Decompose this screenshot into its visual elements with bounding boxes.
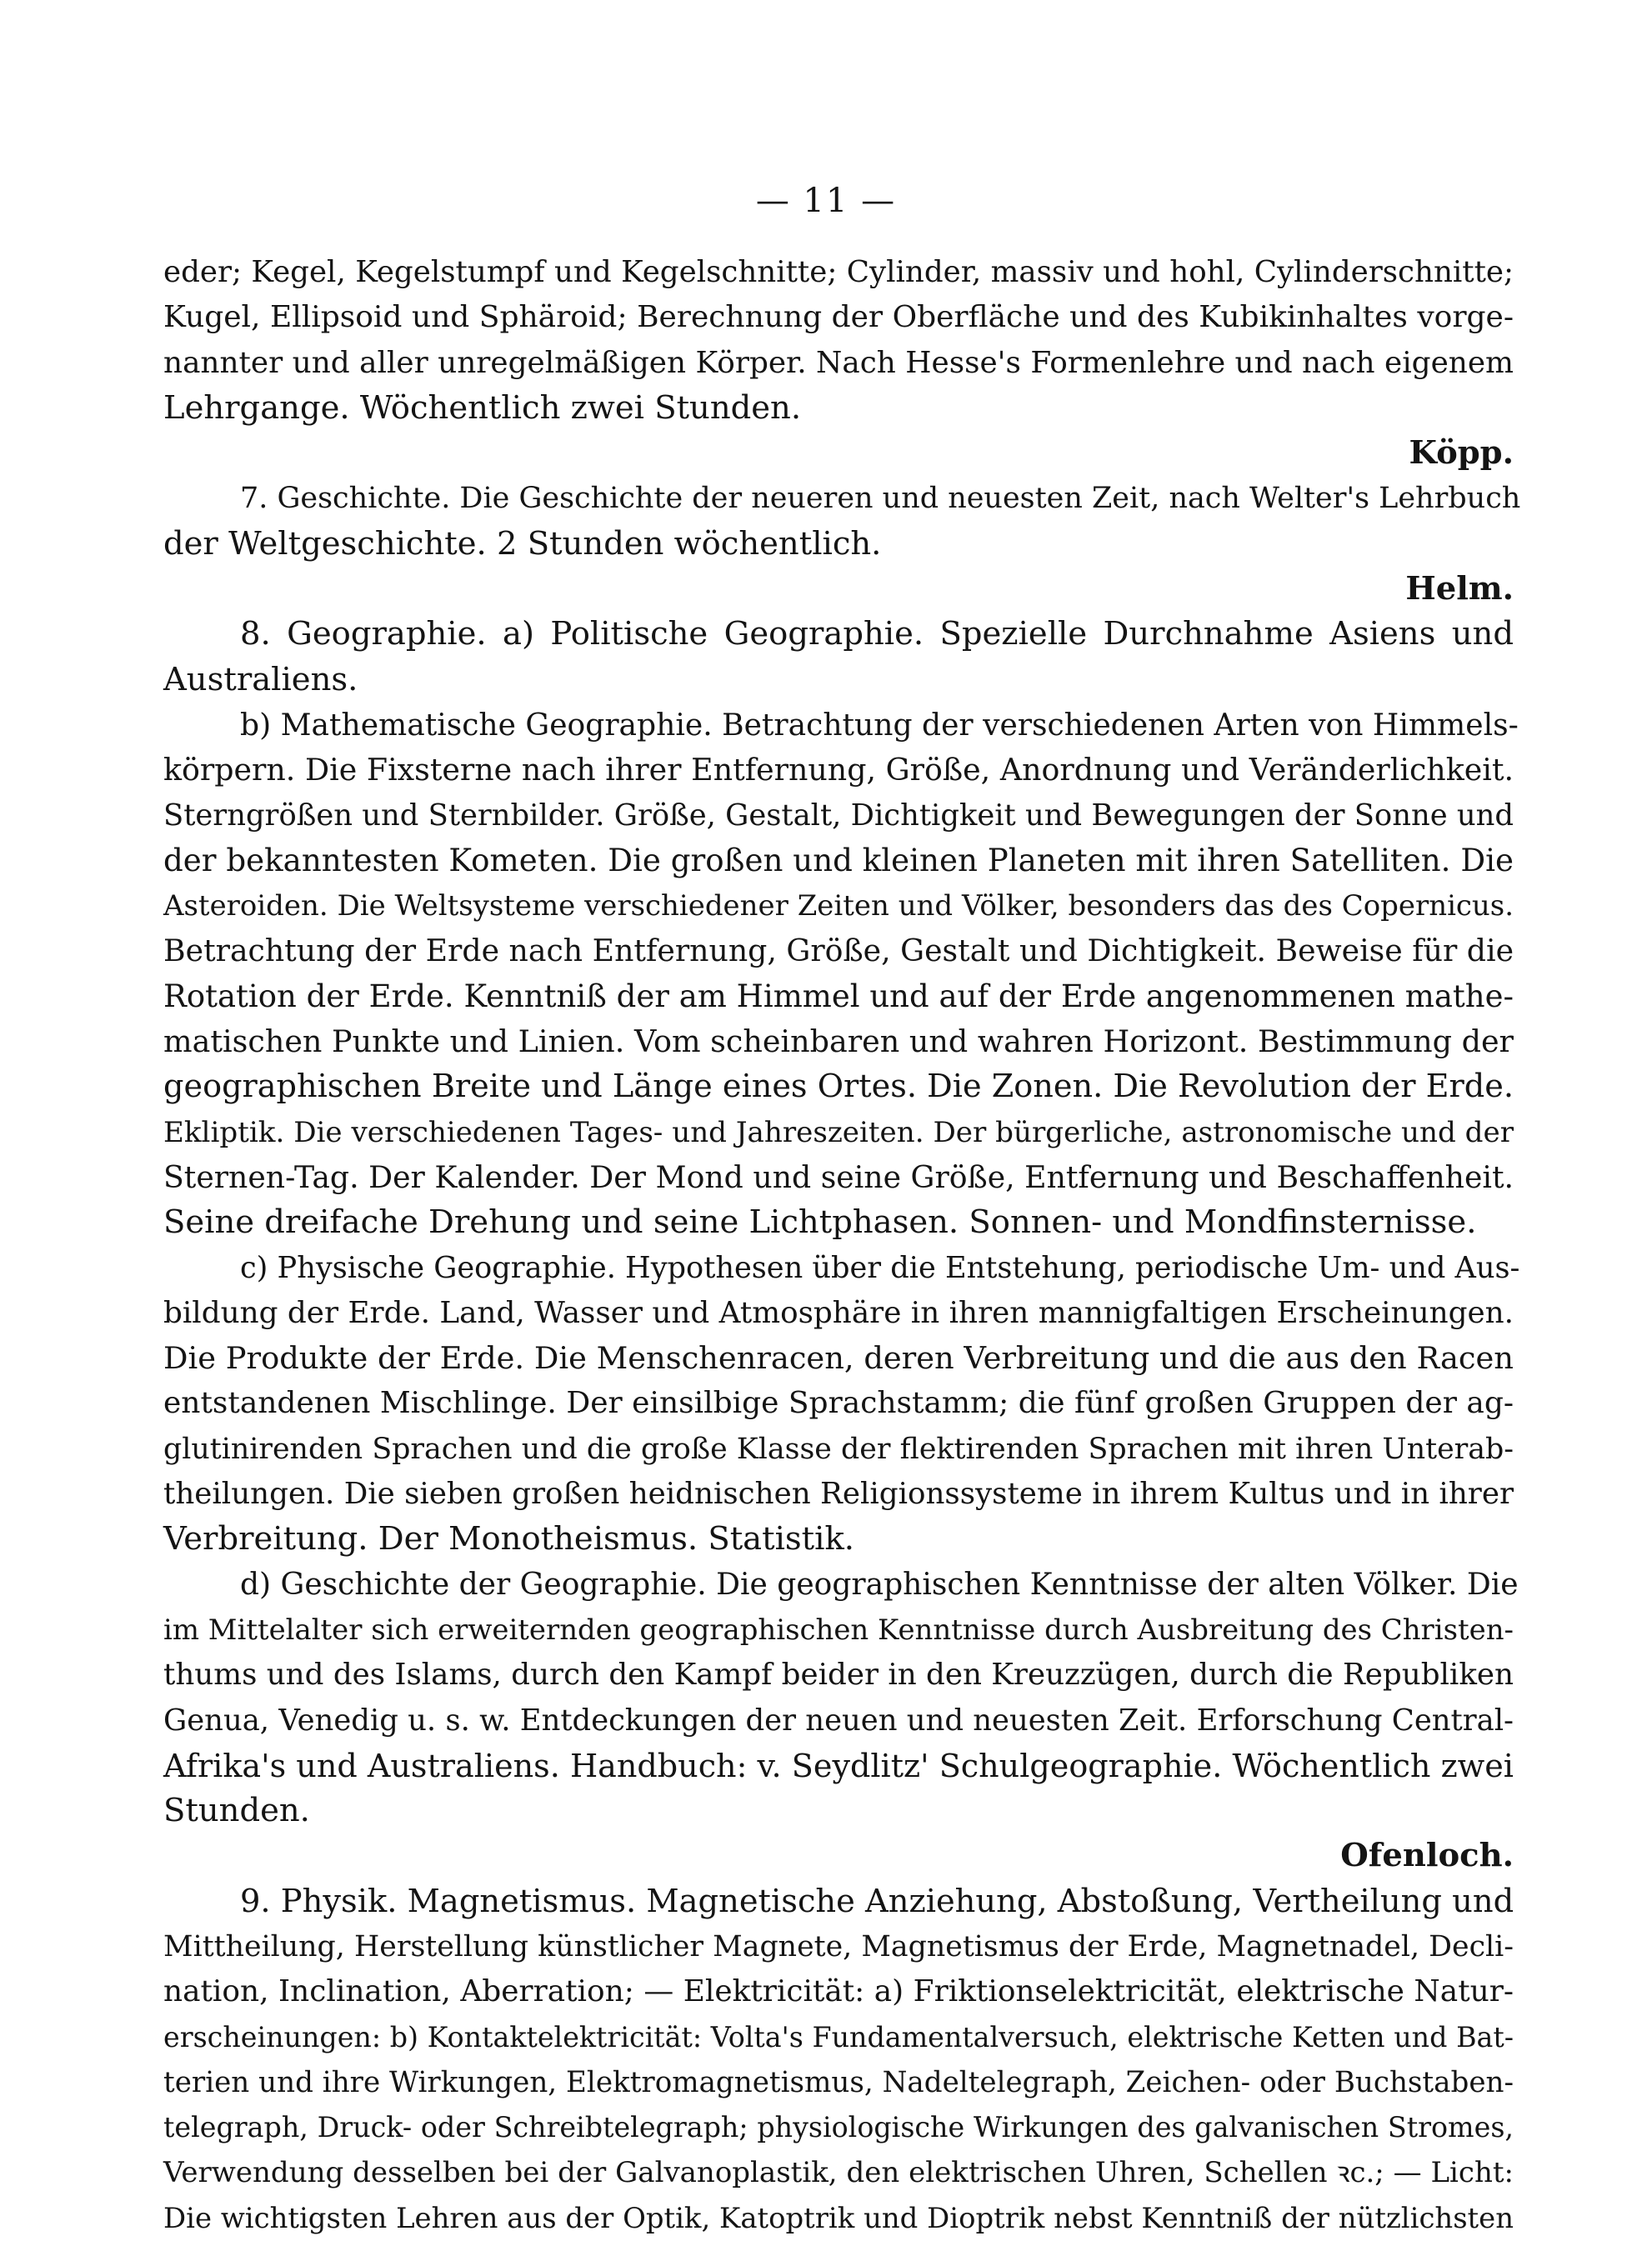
text-line: der bekanntesten Kometen. Die großen und kleinen Planeten mit ihren Satelliten. Die: [163, 842, 1514, 878]
section-heading-line: 8. Geographie. a) Politische Geographie. Spezielle Durchnahme Asiens und: [240, 615, 1514, 653]
text-line: Australiens.: [163, 660, 358, 698]
text-line: nannter und aller unregelmäßigen Körper. Nach Hesse's Formenlehre und nach eigenem: [163, 345, 1514, 380]
text-line: Ekliptik. Die verschiedenen Tages- und Jahreszeiten. Der bürgerliche, astronomische und der: [163, 1115, 1514, 1149]
text-line: thums und des Islams, durch den Kampf beider in den Kreuzzügen, durch die Republiken: [163, 1658, 1514, 1693]
section-heading-line: 7. Geschichte. Die Geschichte der neueren und neuesten Zeit, nach Welter's Lehrbuch: [240, 482, 1521, 516]
text-line: matischen Punkte und Linien. Vom scheinbaren und wahren Horizont. Bestimmung der: [163, 1023, 1514, 1060]
text-line: Die wichtigsten Lehren aus der Optik, Katoptrik und Dioptrik nebst Kenntniß der nützlichsten: [163, 2201, 1514, 2234]
text-line: körpern. Die Fixsterne nach ihrer Entfernung, Größe, Anordnung und Veränderlichkeit.: [163, 752, 1514, 788]
text-line: Betrachtung der Erde nach Entfernung, Größe, Gestalt und Dichtigkeit. Beweise für die: [163, 933, 1514, 969]
text-line: Verbreitung. Der Monotheismus. Statistik.: [163, 1520, 855, 1558]
text-line: bildung der Erde. Land, Wasser und Atmosphäre in ihren mannigfaltigen Erscheinungen.: [163, 1295, 1514, 1330]
text-line: theilungen. Die sieben großen heidnischen Religionssysteme in ihrem Kultus und in ihrer: [163, 1477, 1514, 1512]
text-line: Mittheilung, Herstellung künstlicher Magnete, Magnetismus der Erde, Magnetnadel, Decli-: [163, 1929, 1514, 1963]
teacher-signature: Helm.: [1405, 570, 1514, 608]
text-line: Afrika's und Australiens. Handbuch: v. Seydlitz' Schulgeographie. Wöchentlich zwei: [163, 1747, 1514, 1784]
text-line: Asteroiden. Die Weltsysteme verschiedener Zeiten und Völker, besonders das des Copernicus.: [163, 889, 1514, 923]
subsection-heading-line: b) Mathematische Geographie. Betrachtung der verschiedenen Arten von Himmels-: [240, 707, 1519, 743]
text-line: Genua, Venedig u. s. w. Entdeckungen der neuen und neuesten Zeit. Erforschung Central-: [163, 1703, 1514, 1738]
text-line: terien und ihre Wirkungen, Elektromagnetismus, Nadeltelegraph, Zeichen- oder Buchstaben-: [163, 2065, 1514, 2099]
text-line: eder; Kegel, Kegelstumpf und Kegelschnitte; Cylinder, massiv und hohl, Cylinderschnitte;: [163, 255, 1514, 289]
text-line: Verwendung desselben bei der Galvanoplastik, den elektrischen Uhren, Schellen ꝛc.; — Licht:: [163, 2156, 1514, 2190]
page-body: [163, 250, 1521, 2241]
text-line: im Mittelalter sich erweiternden geographischen Kenntnisse durch Ausbreitung des Christen-: [163, 1613, 1514, 1646]
subsection-heading-line: d) Geschichte der Geographie. Die geographischen Kenntnisse der alten Völker. Die: [240, 1567, 1519, 1602]
text-line: erscheinungen: b) Kontaktelektricität: Volta's Fundamentalversuch, elektrische Ketten und Bat-: [163, 2020, 1514, 2053]
text-line: Kugel, Ellipsoid und Sphäroid; Berechnung der Oberfläche und des Kubikinhaltes vorge-: [163, 300, 1514, 335]
text-line: Seine dreifache Drehung und seine Lichtphasen. Sonnen- und Mondfinsternisse.: [163, 1203, 1477, 1242]
text-line: Die Produkte der Erde. Die Menschenracen, deren Verbreitung und die aus den Racen: [163, 1340, 1514, 1377]
text-line: Sterngrößen und Sternbilder. Größe, Gestalt, Dichtigkeit und Bewegungen der Sonne und: [163, 798, 1514, 833]
text-line: telegraph, Druck- oder Schreibtelegraph; physiologische Wirkungen des galvanischen Stromes,: [163, 2111, 1514, 2144]
text-line: Lehrgange. Wöchentlich zwei Stunden.: [163, 388, 802, 427]
text-line: nation, Inclination, Aberration; — Elektricität: a) Friktionselektricität, elektrische Natur-: [163, 1974, 1514, 2009]
text-line: glutinirenden Sprachen und die große Klasse der flektirenden Sprachen mit ihren Unterab-: [163, 1432, 1514, 1466]
text-line: Stunden.: [163, 1792, 310, 1830]
text-line: der Weltgeschichte. 2 Stunden wöchentlich.: [163, 524, 882, 563]
text-line: Rotation der Erde. Kenntniß der am Himmel und auf der Erde angenommenen mathe-: [163, 978, 1514, 1014]
page-number: — 11 —: [755, 182, 897, 220]
section-heading-line: 9. Physik. Magnetismus. Magnetische Anziehung, Abstoßung, Vertheilung und: [240, 1882, 1514, 1920]
teacher-signature: Ofenloch.: [1340, 1837, 1514, 1875]
text-line: Sternen-Tag. Der Kalender. Der Mond und seine Größe, Entfernung und Beschaffenheit.: [163, 1158, 1514, 1195]
teacher-signature: Köpp.: [1409, 434, 1514, 473]
text-line: entstandenen Mischlinge. Der einsilbige Sprachstamm; die fünf großen Gruppen der ag-: [163, 1386, 1514, 1421]
subsection-heading-line: c) Physische Geographie. Hypothesen über die Entstehung, periodische Um- und Aus-: [240, 1250, 1520, 1285]
text-line: geographischen Breite und Länge eines Ortes. Die Zonen. Die Revolution der Erde.: [163, 1068, 1514, 1106]
